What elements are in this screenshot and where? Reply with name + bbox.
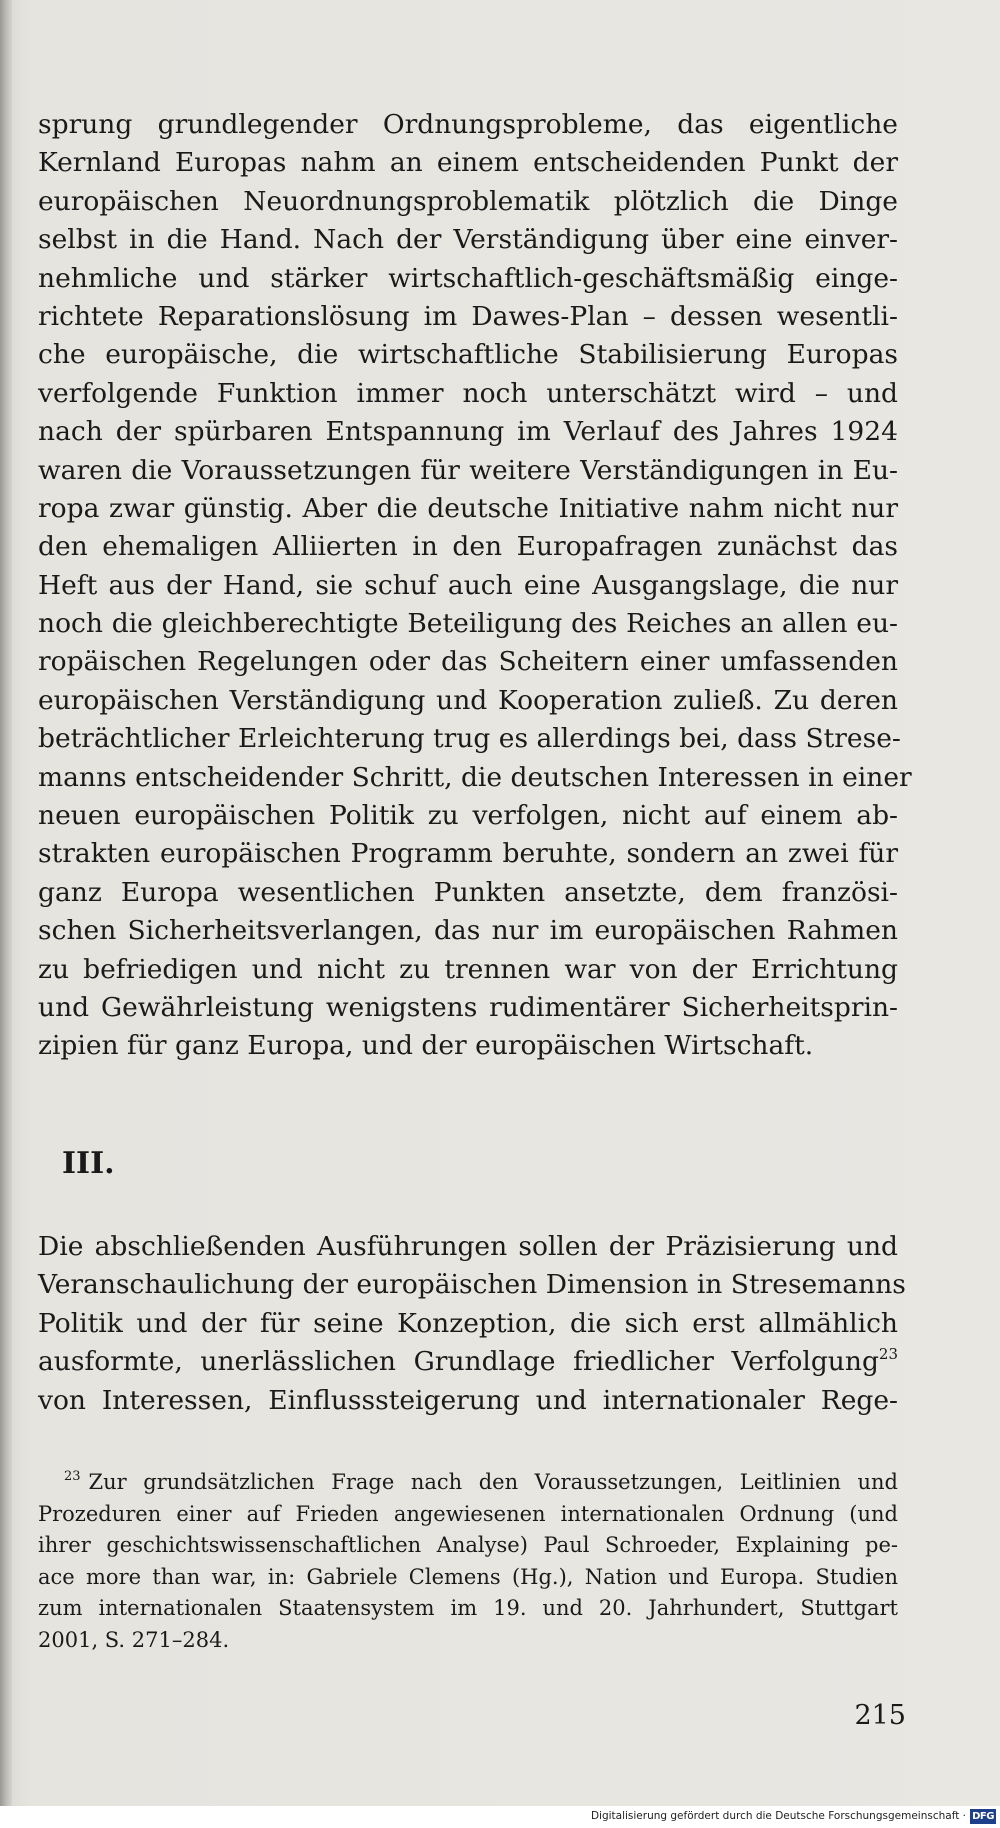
text-line: nach der spürbaren Entspannung im Verlauf des Jahres 1924 xyxy=(38,416,898,448)
footnote xyxy=(38,1467,898,1656)
text-line: ganz Europa wesentlichen Punkten ansetzte, dem französi- xyxy=(38,876,898,908)
footnote-line: ihrer geschichtswissenschaftlichen Analyse) Paul Schroeder, Explaining pe- xyxy=(38,1533,898,1557)
text-line: schen Sicherheitsverlangen, das nur im europäischen Rahmen xyxy=(38,915,898,947)
text-line: verfolgende Funktion immer noch unterschätzt wird – und xyxy=(38,377,898,409)
text-line: beträchtlicher Erleichterung trug es allerdings bei, dass Strese- xyxy=(38,723,901,755)
text-line xyxy=(38,1343,898,1381)
text-line-content: ausformte, unerlässlichen Grundlage friedlicher Verfolgung xyxy=(38,1346,879,1378)
text-line: europäischen Neuordnungsproblematik plötzlich die Dinge xyxy=(38,185,898,217)
text-line: noch die gleichberechtigte Beteiligung des Reiches an allen eu- xyxy=(38,608,898,640)
text-line: sprung grundlegender Ordnungsprobleme, das eigentliche xyxy=(38,109,898,140)
digitization-note: Digitalisierung gefördert durch die Deutsche Forschungsgemeinschaft · xyxy=(590,1810,966,1822)
text-line: Heft aus der Hand, sie schuf auch eine Ausgangslage, die nur xyxy=(38,569,898,601)
text-line: Veranschaulichung der europäischen Dimension in Stresemanns xyxy=(38,1269,906,1301)
text-line: waren die Voraussetzungen für weitere Verständigungen in Eu- xyxy=(38,454,898,486)
text-line: Kernland Europas nahm an einem entscheidenden Punkt der xyxy=(38,147,898,179)
footnote-line: 2001, S. 271–284. xyxy=(38,1627,230,1652)
footnote-line: Prozeduren einer auf Frieden angewiesenen internationalen Ordnung (und xyxy=(38,1501,898,1526)
text-line: selbst in die Hand. Nach der Verständigung über eine einver- xyxy=(38,224,898,256)
text-line: ropa zwar günstig. Aber die deutsche Initiative nahm nicht nur xyxy=(38,492,898,524)
footnote-reference: 23 xyxy=(878,1345,898,1364)
paragraph-1 xyxy=(38,106,912,1066)
text-line: ropäischen Regelungen oder das Scheitern einer umfassenden xyxy=(38,646,898,678)
text-line: strakten europäischen Programm beruhte, sondern an zwei für xyxy=(38,838,898,870)
footnote-line: zum internationalen Staatensystem im 19. und 20. Jahrhundert, Stuttgart xyxy=(38,1596,898,1620)
page-gutter-shadow xyxy=(0,0,12,1806)
dfg-logo-icon: DFG xyxy=(970,1809,996,1824)
text-line: Politik und der für seine Konzeption, die sich erst allmählich xyxy=(38,1307,898,1339)
footnote-line xyxy=(38,1467,898,1499)
text-line: richtete Reparationslösung im Dawes-Plan – dessen wesentli- xyxy=(38,300,898,332)
text-line: von Interessen, Einflusssteigerung und internationaler Rege- xyxy=(38,1384,898,1416)
text-line: neuen europäischen Politik zu verfolgen, nicht auf einem ab- xyxy=(38,800,898,832)
footnote-line-content: Zur grundsätzlichen Frage nach den Voraussetzungen, Leitlinien und xyxy=(88,1470,898,1494)
text-line: manns entscheidender Schritt, die deutschen Interessen in einer xyxy=(38,761,912,793)
footnote-number: 23 xyxy=(64,1469,81,1484)
text-line: che europäische, die wirtschaftliche Stabilisierung Europas xyxy=(38,339,898,371)
footnote-line: ace more than war, in: Gabriele Clemens (Hg.), Nation und Europa. Studien xyxy=(38,1564,898,1589)
text-line: zu befriedigen und nicht zu trennen war von der Errichtung xyxy=(38,953,898,985)
text-line: Die abschließenden Ausführungen sollen der Präzisierung und xyxy=(38,1231,898,1262)
text-line: zipien für ganz Europa, und der europäischen Wirtschaft. xyxy=(38,1030,814,1062)
text-line: den ehemaligen Alliierten in den Europafragen zunächst das xyxy=(38,531,898,563)
digitization-footer xyxy=(0,1806,1000,1828)
paragraph-2 xyxy=(38,1228,906,1420)
text-line: europäischen Verständigung und Kooperation zuließ. Zu deren xyxy=(38,684,898,716)
page-number: 215 xyxy=(854,1700,906,1731)
section-heading: III. xyxy=(62,1146,115,1181)
text-line: und Gewährleistung wenigstens rudimentärer Sicherheitsprin- xyxy=(38,991,898,1023)
text-line: nehmliche und stärker wirtschaftlich-geschäftsmäßig einge- xyxy=(38,262,898,294)
